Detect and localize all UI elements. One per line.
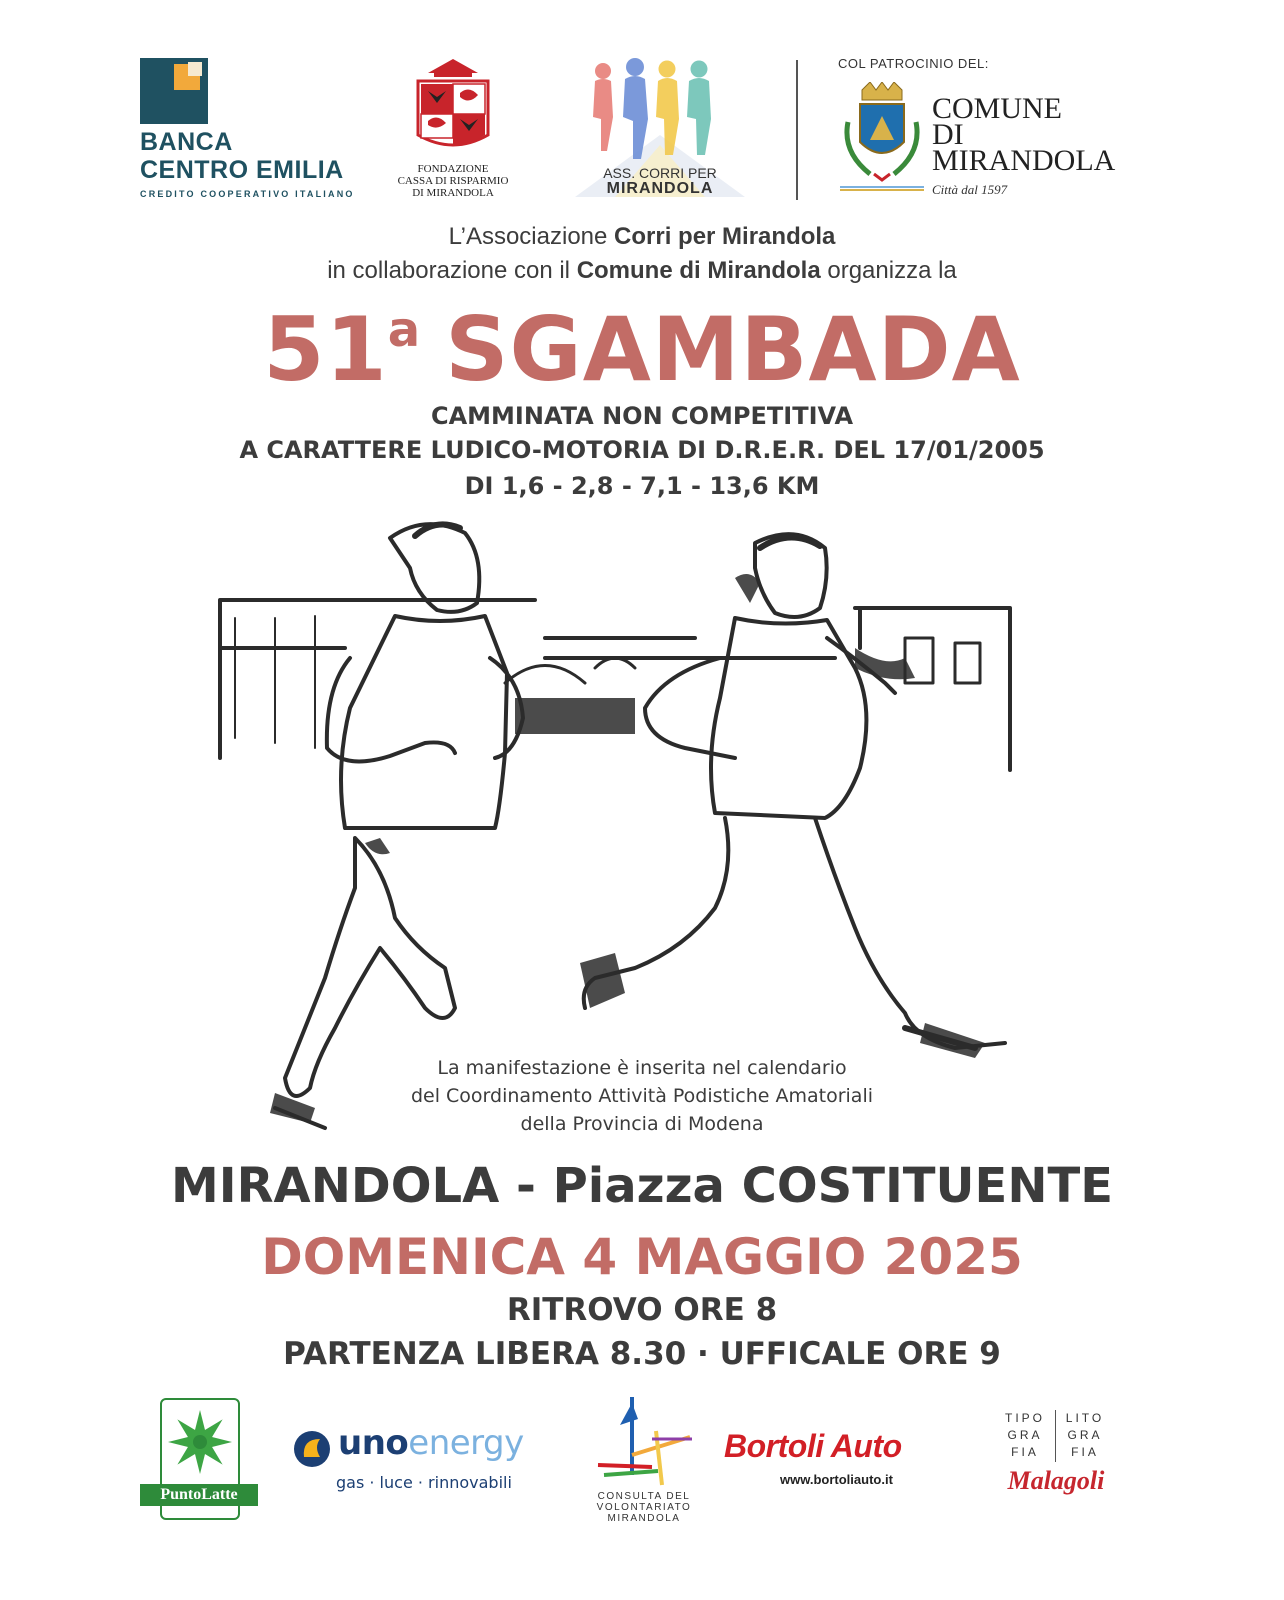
ritrovo-time: RITROVO ORE 8 (506, 1292, 778, 1328)
intro-assoc-name: Corri per Mirandola (614, 223, 836, 250)
consulta-line2: VOLONTARIATO (596, 1502, 692, 1513)
ass-name-line2: MIRANDOLA (606, 180, 714, 197)
banca-name-line1: BANCA (140, 128, 233, 156)
event-location: MIRANDOLA - Piazza COSTITUENTE (170, 1158, 1114, 1214)
consulta-mark-icon (592, 1395, 696, 1487)
calendar-line2: del Coordinamento Attività Podistiche Amatoriali (410, 1085, 874, 1107)
puntolatte-logo (160, 1398, 240, 1520)
calendar-line1: La manifestazione è inserita nel calendario (437, 1057, 847, 1079)
unoenergy-logo (292, 1425, 562, 1495)
banca-tagline: CREDITO COOPERATIVO ITALIANO (140, 189, 355, 199)
unoenergy-tagline: gas · luce · rinnovabili (336, 1473, 512, 1492)
event-distances: DI 1,6 - 2,8 - 7,1 - 13,6 KM (464, 472, 820, 500)
comune-line3: MIRANDOLA (932, 144, 1116, 177)
lito-cell: LITO (1065, 1411, 1105, 1425)
lito-cell: GRA (1067, 1428, 1103, 1442)
puntolatte-star-icon (162, 1400, 238, 1484)
lito-cell: FIA (1071, 1445, 1099, 1459)
banca-centro-emilia-logo (140, 58, 360, 208)
event-title (0, 298, 1284, 401)
malagoli-signature: Malagoli (1007, 1466, 1105, 1495)
puntolatte-label: PuntoLatte (140, 1484, 258, 1506)
ass-name-line1: ASS. CORRI PER (603, 165, 717, 181)
unoenergy-name: unoenergy (338, 1423, 524, 1463)
event-subtitle-2: A CARATTERE LUDICO-MOTORIA DI D.R.E.R. DEL 17/01/2005 (239, 436, 1045, 464)
unoenergy-mark-icon (292, 1429, 332, 1469)
bortoli-name: Bortoli Auto (724, 1428, 902, 1464)
intro-line2: in collaborazione con il Comune di Mirandola organizza la (327, 257, 957, 284)
partenza-time: PARTENZA LIBERA 8.30 · UFFICALE ORE 9 (283, 1336, 1001, 1372)
tipo-cell: TIPO (1004, 1411, 1045, 1425)
runners-sketch-icon (215, 508, 1015, 1148)
fondazione-logo (388, 55, 518, 205)
consulta-line3: MIRANDOLA (607, 1513, 681, 1524)
calendar-line3: della Provincia di Modena (520, 1113, 764, 1135)
intro-comune-name: Comune di Mirandola (576, 257, 821, 284)
tipo-divider (1055, 1410, 1056, 1462)
consulta-volontariato-logo (592, 1395, 696, 1525)
patrocinio-label: COL PATROCINIO DEL: (838, 56, 989, 71)
banca-name-line2: CENTRO EMILIA (140, 156, 344, 184)
consulta-line1: CONSULTA DEL (597, 1491, 691, 1502)
bortoli-auto-logo (724, 1428, 964, 1488)
ass-corri-logo (555, 55, 765, 205)
comune-mirandola-logo (840, 82, 1140, 202)
comune-line1: COMUNE (932, 92, 1063, 125)
comune-line2: DI (932, 118, 964, 151)
header-divider (796, 60, 798, 200)
tipo-cell: FIA (1011, 1445, 1039, 1459)
comune-crest-icon (840, 82, 924, 192)
fondazione-line1: FONDAZIONE (417, 163, 489, 175)
event-number: 51 (263, 298, 388, 401)
event-name: SGAMBADA (445, 298, 1021, 401)
tipo-cell: GRA (1007, 1428, 1043, 1442)
fondazione-line2: CASSA DI RISPARMIO (397, 175, 509, 187)
fondazione-line3: DI MIRANDOLA (412, 187, 494, 199)
comune-subtitle: Città dal 1597 (932, 182, 1008, 197)
bortoli-url: www.bortoliauto.it (780, 1472, 893, 1487)
fondazione-crest-icon (388, 55, 518, 160)
runners-illustration (215, 508, 1015, 1148)
intro-line1: L’Associazione Corri per Mirandola (448, 223, 836, 250)
event-subtitle-1: CAMMINATA NON COMPETITIVA (430, 402, 854, 430)
banca-mark-icon (140, 58, 208, 124)
event-date: DOMENICA 4 MAGGIO 2025 (261, 1228, 1023, 1286)
tipografia-malagoli-logo (1000, 1410, 1112, 1510)
event-ordinal: a (387, 302, 422, 358)
